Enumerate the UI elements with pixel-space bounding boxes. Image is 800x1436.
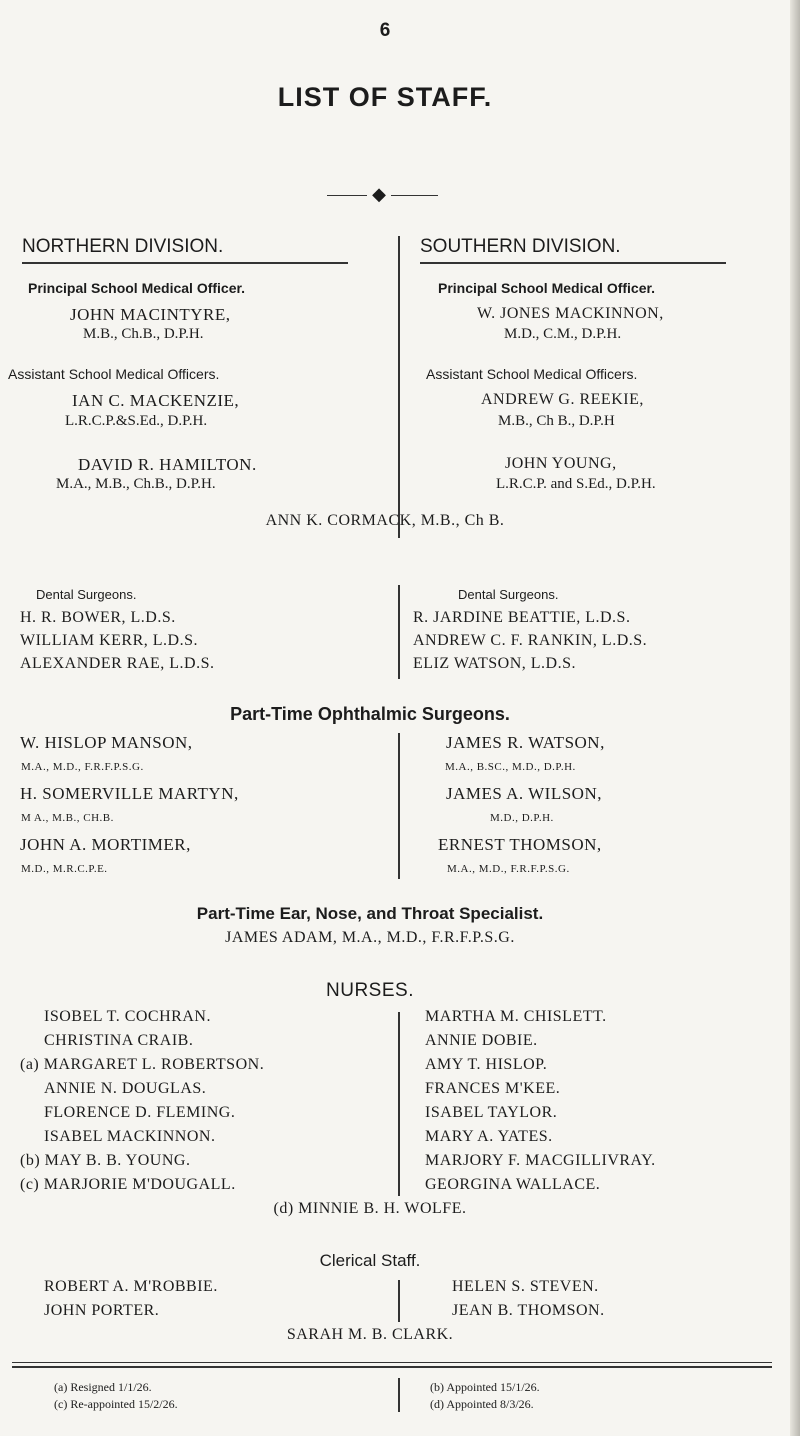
nurse-right-6: MARY A. YATES.	[425, 1128, 553, 1145]
southern-heading-underline	[420, 262, 726, 264]
clerical-column-divider	[398, 1280, 400, 1322]
footnote-d: (d) Appointed 8/3/26.	[430, 1397, 534, 1411]
southern-assistant-1-name: ANDREW G. REEKIE,	[481, 391, 644, 408]
nurse-right-7: MARJORY F. MACGILLIVRAY.	[425, 1152, 656, 1169]
ophthalmic-right-3-name: ERNEST THOMSON,	[438, 835, 602, 854]
clerical-right-2: JEAN B. THOMSON.	[452, 1302, 605, 1319]
northern-division-heading: NORTHERN DIVISION.	[22, 236, 224, 257]
ophthalmic-right-3-quals: M.A., M.D., F.R.F.P.S.G.	[447, 863, 570, 875]
diamond-ornament-icon: ◆	[372, 184, 386, 204]
southern-principal-label: Principal School Medical Officer.	[438, 280, 656, 296]
southern-principal-name: W. JONES MACKINNON,	[477, 305, 664, 322]
nurse-right-2: ANNIE DOBIE.	[425, 1032, 538, 1049]
southern-assistant-label: Assistant School Medical Officers.	[426, 366, 638, 382]
clerical-right-1: HELEN S. STEVEN.	[452, 1278, 599, 1295]
page-edge-shadow	[790, 0, 800, 1436]
page-title: LIST OF STAFF.	[277, 82, 493, 112]
southern-assistant-2-name: JOHN YOUNG,	[505, 455, 617, 472]
nurse-left-6: ISABEL MACKINNON.	[44, 1128, 216, 1145]
clerical-left-2: JOHN PORTER.	[44, 1302, 160, 1319]
dental-right-name-1: R. JARDINE BEATTIE, L.D.S.	[413, 609, 631, 626]
nurse-left-5: FLORENCE D. FLEMING.	[44, 1104, 236, 1121]
northern-principal-label: Principal School Medical Officer.	[28, 280, 246, 296]
nurse-right-4: FRANCES M'KEE.	[425, 1080, 561, 1097]
footnote-a: (a) Resigned 1/1/26.	[54, 1380, 152, 1394]
nurse-last: (d) MINNIE B. H. WOLFE.	[273, 1200, 467, 1217]
division-column-divider	[398, 236, 400, 538]
ornament-rule-right	[391, 195, 438, 196]
footnote-c: (c) Re-appointed 15/2/26.	[54, 1397, 178, 1411]
page-number: 6	[379, 20, 391, 41]
clerical-last: SARAH M. B. CLARK.	[286, 1326, 454, 1343]
footnote-b: (b) Appointed 15/1/26.	[430, 1380, 540, 1394]
nurses-heading: NURSES.	[326, 980, 414, 1001]
nurse-left-4: ANNIE N. DOUGLAS.	[44, 1080, 207, 1097]
northern-assistant-label: Assistant School Medical Officers.	[8, 366, 220, 382]
nurse-left-8: (c) MARJORIE M'DOUGALL.	[20, 1176, 236, 1193]
dental-column-divider	[398, 585, 400, 679]
dental-right-name-2: ANDREW C. F. RANKIN, L.D.S.	[413, 632, 648, 649]
dental-left-name-3: ALEXANDER RAE, L.D.S.	[20, 655, 215, 672]
dental-left-label: Dental Surgeons.	[36, 587, 137, 602]
dental-right-name-3: ELIZ WATSON, L.D.S.	[413, 655, 576, 672]
nurse-right-8: GEORGINA WALLACE.	[425, 1176, 601, 1193]
nurse-left-2: CHRISTINA CRAIB.	[44, 1032, 194, 1049]
clerical-heading: Clerical Staff.	[319, 1251, 421, 1270]
ophthalmic-left-3-quals: M.D., M.R.C.P.E.	[21, 863, 108, 875]
dental-left-name-1: H. R. BOWER, L.D.S.	[20, 609, 176, 626]
ent-heading: Part-Time Ear, Nose, and Throat Specialist.	[196, 904, 544, 923]
nurse-right-1: MARTHA M. CHISLETT.	[425, 1008, 607, 1025]
northern-principal-name: JOHN MACINTYRE,	[70, 305, 231, 324]
ophthalmic-right-1-name: JAMES R. WATSON,	[446, 733, 605, 752]
footer-rule-bottom	[12, 1366, 772, 1368]
nurse-left-7: (b) MAY B. B. YOUNG.	[20, 1152, 191, 1169]
northern-principal-quals: M.B., Ch.B., D.P.H.	[83, 326, 204, 342]
ophthalmic-right-2-name: JAMES A. WILSON,	[446, 784, 602, 803]
ophthalmic-heading: Part-Time Ophthalmic Surgeons.	[230, 704, 510, 724]
nurse-right-5: ISABEL TAYLOR.	[425, 1104, 558, 1121]
footnote-column-divider	[398, 1378, 400, 1412]
nurses-column-divider	[398, 1012, 400, 1196]
ophthalmic-left-1-name: W. HISLOP MANSON,	[20, 733, 193, 752]
ophthalmic-left-2-name: H. SOMERVILLE MARTYN,	[20, 784, 239, 803]
ophthalmic-left-3-name: JOHN A. MORTIMER,	[20, 835, 191, 854]
footer-rule-top	[12, 1362, 772, 1363]
northern-assistant-2-quals: M.A., M.B., Ch.B., D.P.H.	[56, 476, 216, 492]
southern-division-heading: SOUTHERN DIVISION.	[420, 236, 621, 257]
nurse-left-1: ISOBEL T. COCHRAN.	[44, 1008, 211, 1025]
ophthalmic-right-2-quals: M.D., D.P.H.	[490, 812, 554, 824]
northern-heading-underline	[22, 262, 348, 264]
northern-assistant-1-quals: L.R.C.P.&S.Ed., D.P.H.	[65, 413, 208, 429]
ornament-rule-left	[327, 195, 367, 196]
southern-principal-quals: M.D., C.M., D.P.H.	[504, 326, 622, 342]
northern-assistant-2-name: DAVID R. HAMILTON.	[78, 455, 257, 474]
ent-specialist-name: JAMES ADAM, M.A., M.D., F.R.F.P.S.G.	[225, 929, 515, 946]
ophthalmic-column-divider	[398, 733, 400, 879]
shared-medical-officer: ANN K. CORMACK, M.B., Ch B.	[265, 512, 505, 529]
southern-assistant-1-quals: M.B., Ch B., D.P.H	[498, 413, 615, 429]
clerical-left-1: ROBERT A. M'ROBBIE.	[44, 1278, 218, 1295]
dental-left-name-2: WILLIAM KERR, L.D.S.	[20, 632, 198, 649]
ophthalmic-right-1-quals: M.A., B.SC., M.D., D.P.H.	[445, 761, 576, 773]
nurse-right-3: AMY T. HISLOP.	[425, 1056, 548, 1073]
ophthalmic-left-1-quals: M.A., M.D., F.R.F.P.S.G.	[21, 761, 144, 773]
ophthalmic-left-2-quals: M A., M.B., CH.B.	[21, 812, 114, 824]
southern-assistant-2-quals: L.R.C.P. and S.Ed., D.P.H.	[496, 476, 656, 492]
dental-right-label: Dental Surgeons.	[458, 587, 559, 602]
northern-assistant-1-name: IAN C. MACKENZIE,	[72, 391, 240, 410]
nurse-left-3: (a) MARGARET L. ROBERTSON.	[20, 1056, 265, 1073]
